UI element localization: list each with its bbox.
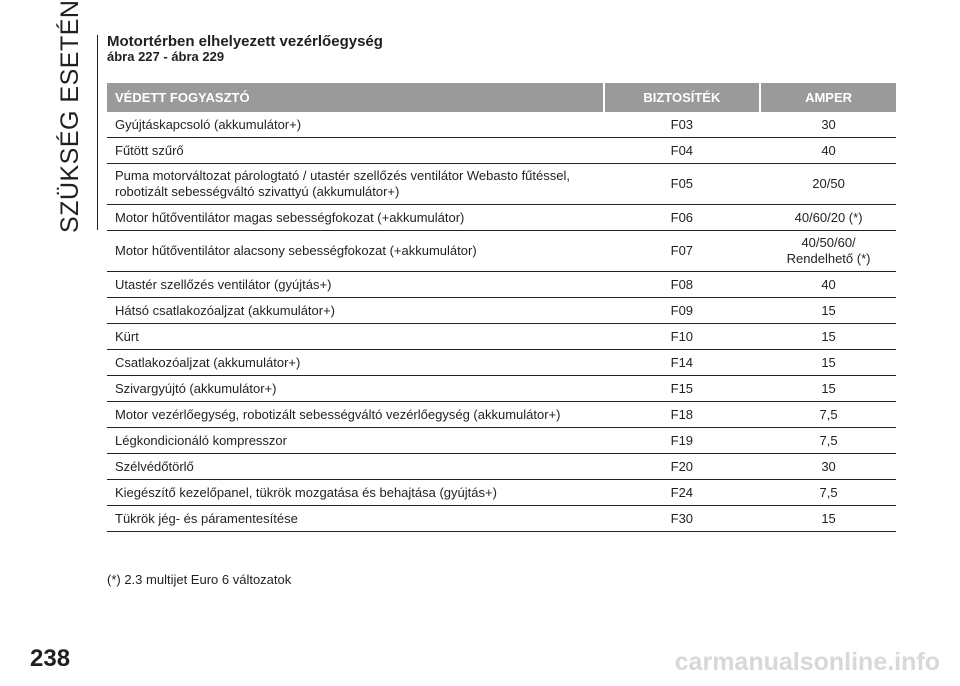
page-title: Motortérben elhelyezett vezérlőegység (107, 33, 383, 50)
cell-ampere: 40/50/60/ Rendelhető (*) (761, 231, 896, 272)
cell-fuse: F15 (605, 376, 760, 402)
page-number: 238 (30, 645, 71, 672)
page-heading (107, 34, 383, 64)
cell-fuse: F10 (605, 324, 760, 350)
cell-consumer: Csatlakozóaljzat (akkumulátor+) (107, 350, 603, 376)
cell-ampere: 20/50 (761, 164, 896, 205)
cell-consumer: Légkondicionáló kompresszor (107, 428, 603, 454)
table-row (107, 350, 896, 376)
section-side-title (56, 0, 86, 238)
footnote: (*) 2.3 multijet Euro 6 változatok (107, 572, 292, 587)
section-divider (97, 35, 98, 230)
header-fuse: BIZTOSÍTÉK (605, 83, 760, 112)
cell-fuse: F19 (605, 428, 760, 454)
cell-consumer: Fűtött szűrő (107, 138, 603, 164)
cell-ampere: 7,5 (761, 428, 896, 454)
cell-ampere: 15 (761, 298, 896, 324)
cell-fuse: F04 (605, 138, 760, 164)
table-row (107, 205, 896, 231)
cell-ampere: 40 (761, 138, 896, 164)
cell-ampere: 7,5 (761, 480, 896, 506)
cell-fuse: F03 (605, 112, 760, 138)
fuse-table (107, 83, 896, 532)
cell-consumer: Kiegészítő kezelőpanel, tükrök mozgatása és behajtása (gyújtás+) (107, 480, 603, 506)
header-protected-consumer: VÉDETT FOGYASZTÓ (107, 83, 603, 112)
cell-ampere: 15 (761, 324, 896, 350)
cell-ampere: 30 (761, 454, 896, 480)
table-row (107, 138, 896, 164)
cell-fuse: F24 (605, 480, 760, 506)
table-header-row (107, 83, 896, 112)
cell-ampere: 40/60/20 (*) (761, 205, 896, 231)
cell-consumer: Kürt (107, 324, 603, 350)
cell-consumer: Motor hűtőventilátor magas sebességfokozat (+akkumulátor) (107, 205, 603, 231)
cell-consumer: Szélvédőtörlő (107, 454, 603, 480)
watermark: carmanualsonline.info (674, 648, 940, 676)
table-row (107, 454, 896, 480)
cell-consumer: Puma motorváltozat párologtató / utastér szellőzés ventilátor Webasto fűtéssel, robotizált sebességváltó szivattyú (akkumulátor+) (107, 164, 603, 205)
cell-ampere: 30 (761, 112, 896, 138)
section-title-text: SZÜKSÉG ESETÉN (56, 0, 84, 233)
table-row (107, 506, 896, 532)
cell-fuse: F18 (605, 402, 760, 428)
cell-consumer: Gyújtáskapcsoló (akkumulátor+) (107, 112, 603, 138)
cell-fuse: F20 (605, 454, 760, 480)
table-row (107, 376, 896, 402)
cell-fuse: F07 (605, 231, 760, 272)
table-row (107, 428, 896, 454)
header-ampere: AMPER (761, 83, 896, 112)
cell-fuse: F08 (605, 272, 760, 298)
cell-fuse: F14 (605, 350, 760, 376)
cell-fuse: F05 (605, 164, 760, 205)
table-row (107, 164, 896, 205)
cell-consumer: Tükrök jég- és páramentesítése (107, 506, 603, 532)
cell-consumer: Szivargyújtó (akkumulátor+) (107, 376, 603, 402)
cell-fuse: F06 (605, 205, 760, 231)
table-row (107, 402, 896, 428)
cell-consumer: Motor vezérlőegység, robotizált sebességváltó vezérlőegység (akkumulátor+) (107, 402, 603, 428)
cell-ampere: 15 (761, 506, 896, 532)
table-row (107, 324, 896, 350)
cell-ampere: 40 (761, 272, 896, 298)
table-row (107, 231, 896, 272)
cell-fuse: F30 (605, 506, 760, 532)
cell-consumer: Hátsó csatlakozóaljzat (akkumulátor+) (107, 298, 603, 324)
table-row (107, 480, 896, 506)
table-row (107, 298, 896, 324)
cell-fuse: F09 (605, 298, 760, 324)
cell-ampere: 7,5 (761, 402, 896, 428)
page-subtitle: ábra 227 - ábra 229 (107, 49, 225, 64)
cell-consumer: Motor hűtőventilátor alacsony sebességfokozat (+akkumulátor) (107, 231, 603, 272)
cell-consumer: Utastér szellőzés ventilátor (gyújtás+) (107, 272, 603, 298)
table-row (107, 272, 896, 298)
cell-ampere: 15 (761, 376, 896, 402)
cell-ampere: 15 (761, 350, 896, 376)
table-row (107, 112, 896, 138)
